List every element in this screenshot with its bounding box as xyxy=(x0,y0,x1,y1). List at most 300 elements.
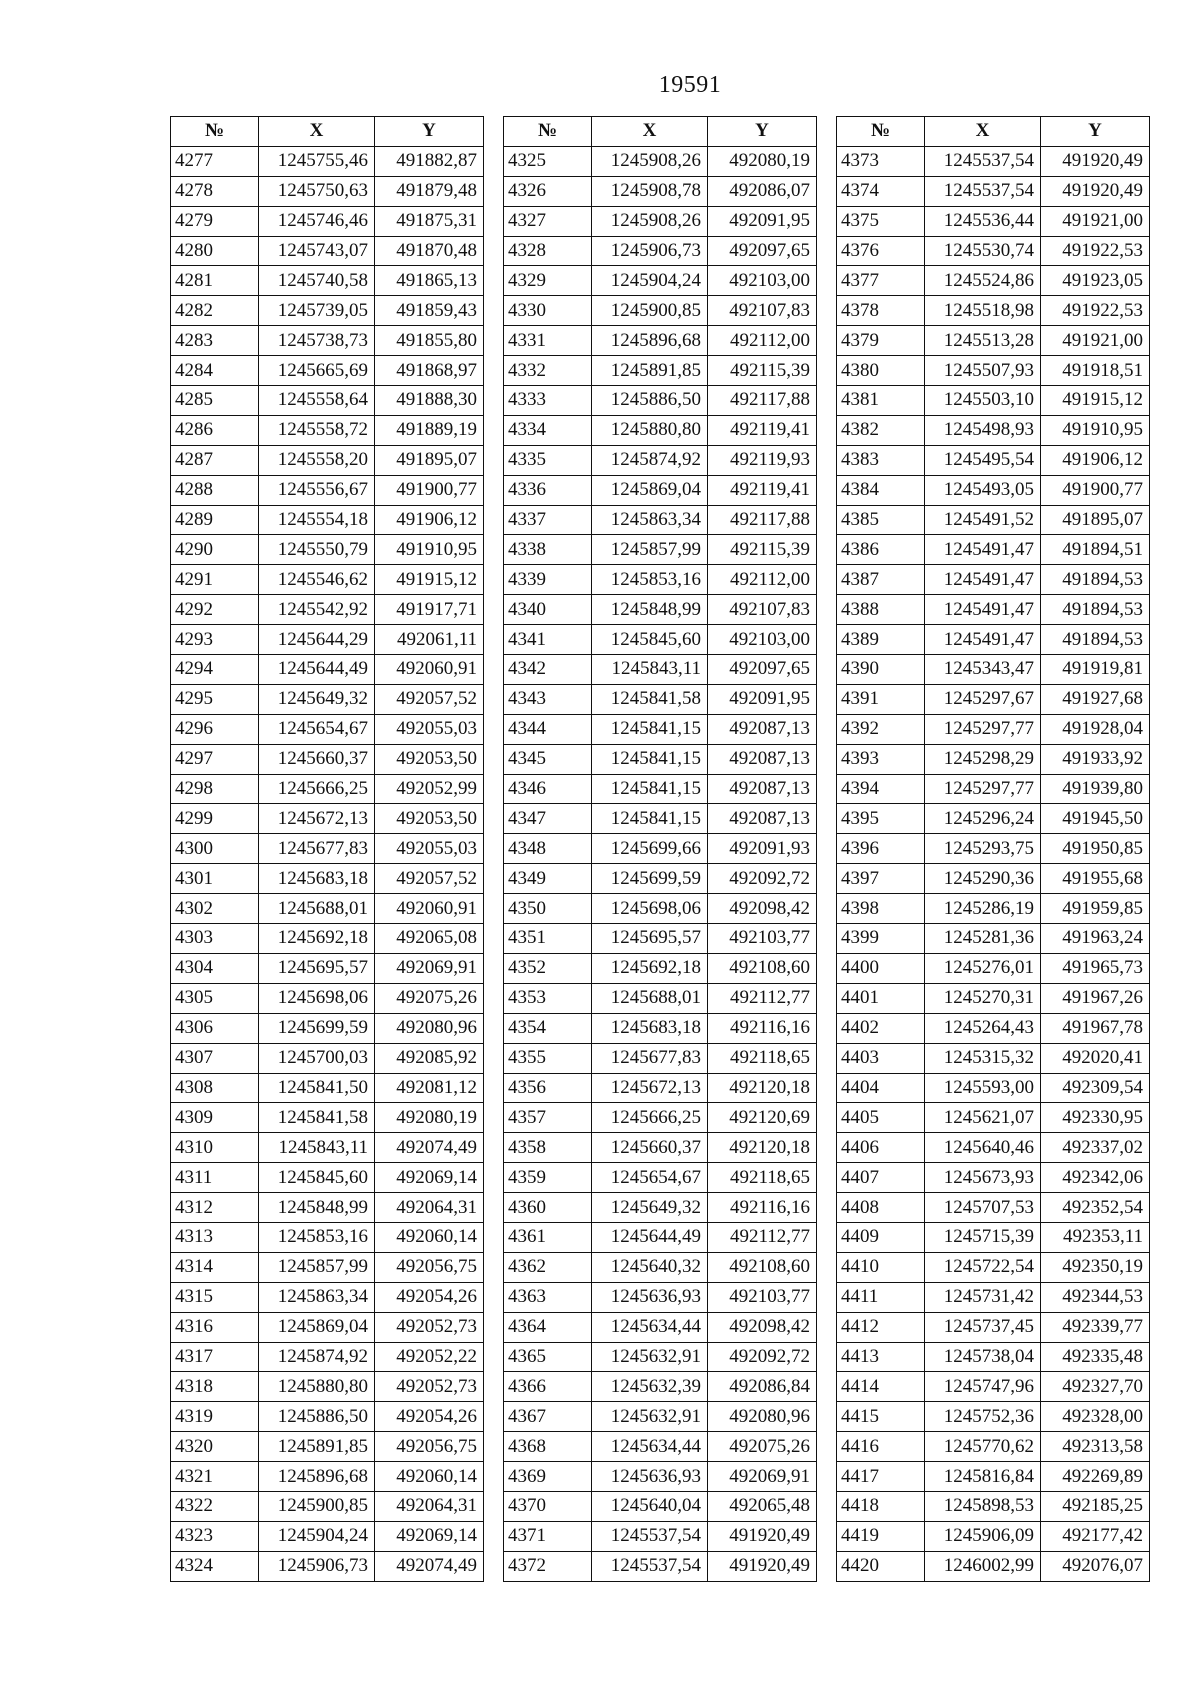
x-coordinate-cell: 1245853,16 xyxy=(592,565,708,595)
x-coordinate-cell: 1245281,36 xyxy=(925,924,1041,954)
x-coordinate-cell: 1245722,54 xyxy=(925,1252,1041,1282)
point-number-cell: 4341 xyxy=(504,625,592,655)
y-coordinate-cell: 492091,95 xyxy=(708,684,817,714)
x-coordinate-cell: 1245698,06 xyxy=(592,894,708,924)
y-coordinate-cell: 492118,65 xyxy=(708,1043,817,1073)
table-row xyxy=(504,386,817,416)
table-row xyxy=(504,1551,817,1581)
x-coordinate-cell: 1245906,73 xyxy=(259,1551,375,1581)
table-row xyxy=(171,1372,484,1402)
x-coordinate-cell: 1245495,54 xyxy=(925,445,1041,475)
y-coordinate-cell: 492116,16 xyxy=(708,1013,817,1043)
point-number-cell: 4289 xyxy=(171,505,259,535)
point-number-cell: 4414 xyxy=(837,1372,925,1402)
column-header-x: X xyxy=(925,117,1041,147)
point-number-cell: 4402 xyxy=(837,1013,925,1043)
point-number-cell: 4277 xyxy=(171,146,259,176)
y-coordinate-cell: 492185,25 xyxy=(1041,1491,1150,1521)
x-coordinate-cell: 1245738,73 xyxy=(259,326,375,356)
table-row xyxy=(504,983,817,1013)
table-row xyxy=(171,1342,484,1372)
point-number-cell: 4284 xyxy=(171,356,259,386)
table-row xyxy=(837,684,1150,714)
point-number-cell: 4415 xyxy=(837,1402,925,1432)
y-coordinate-cell: 491906,12 xyxy=(1041,445,1150,475)
table-row xyxy=(171,1193,484,1223)
y-coordinate-cell: 491859,43 xyxy=(375,296,484,326)
x-coordinate-cell: 1245636,93 xyxy=(592,1282,708,1312)
y-coordinate-cell: 491889,19 xyxy=(375,415,484,445)
point-number-cell: 4313 xyxy=(171,1222,259,1252)
y-coordinate-cell: 491922,53 xyxy=(1041,296,1150,326)
table-row xyxy=(504,1252,817,1282)
table-row xyxy=(837,834,1150,864)
x-coordinate-cell: 1245558,64 xyxy=(259,386,375,416)
table-row xyxy=(837,236,1150,266)
y-coordinate-cell: 491894,51 xyxy=(1041,535,1150,565)
table-row xyxy=(171,1521,484,1551)
point-number-cell: 4393 xyxy=(837,744,925,774)
point-number-cell: 4368 xyxy=(504,1432,592,1462)
y-coordinate-cell: 491895,07 xyxy=(1041,505,1150,535)
point-number-cell: 4413 xyxy=(837,1342,925,1372)
y-coordinate-cell: 492065,48 xyxy=(708,1491,817,1521)
point-number-cell: 4300 xyxy=(171,834,259,864)
y-coordinate-cell: 491894,53 xyxy=(1041,565,1150,595)
x-coordinate-cell: 1245746,46 xyxy=(259,206,375,236)
x-coordinate-cell: 1245297,67 xyxy=(925,684,1041,714)
y-coordinate-cell: 491894,53 xyxy=(1041,595,1150,625)
table-row xyxy=(504,1193,817,1223)
x-coordinate-cell: 1245841,58 xyxy=(259,1103,375,1133)
point-number-cell: 4331 xyxy=(504,326,592,356)
point-number-cell: 4280 xyxy=(171,236,259,266)
point-number-cell: 4388 xyxy=(837,595,925,625)
x-coordinate-cell: 1245843,11 xyxy=(259,1133,375,1163)
point-number-cell: 4397 xyxy=(837,864,925,894)
table-row xyxy=(171,864,484,894)
y-coordinate-cell: 491921,00 xyxy=(1041,206,1150,236)
point-number-cell: 4294 xyxy=(171,655,259,685)
y-coordinate-cell: 492087,13 xyxy=(708,714,817,744)
y-coordinate-cell: 492337,02 xyxy=(1041,1133,1150,1163)
y-coordinate-cell: 491920,49 xyxy=(1041,176,1150,206)
x-coordinate-cell: 1245666,25 xyxy=(259,774,375,804)
x-coordinate-cell: 1245524,86 xyxy=(925,266,1041,296)
table-row xyxy=(171,505,484,535)
table-row xyxy=(171,535,484,565)
table-row xyxy=(171,744,484,774)
y-coordinate-cell: 491917,71 xyxy=(375,595,484,625)
y-coordinate-cell: 491879,48 xyxy=(375,176,484,206)
table-row xyxy=(171,894,484,924)
table-row xyxy=(504,714,817,744)
y-coordinate-cell: 492060,91 xyxy=(375,655,484,685)
x-coordinate-cell: 1245886,50 xyxy=(259,1402,375,1432)
x-coordinate-cell: 1245491,47 xyxy=(925,625,1041,655)
point-number-cell: 4404 xyxy=(837,1073,925,1103)
y-coordinate-cell: 491895,07 xyxy=(375,445,484,475)
x-coordinate-cell: 1245692,18 xyxy=(592,953,708,983)
point-number-cell: 4285 xyxy=(171,386,259,416)
x-coordinate-cell: 1245491,47 xyxy=(925,595,1041,625)
y-coordinate-cell: 491945,50 xyxy=(1041,804,1150,834)
point-number-cell: 4364 xyxy=(504,1312,592,1342)
table-row xyxy=(171,1133,484,1163)
x-coordinate-cell: 1245906,73 xyxy=(592,236,708,266)
y-coordinate-cell: 492080,96 xyxy=(708,1402,817,1432)
table-row xyxy=(504,1282,817,1312)
table-row xyxy=(171,1551,484,1581)
table-row xyxy=(504,356,817,386)
x-coordinate-cell: 1245644,29 xyxy=(259,625,375,655)
x-coordinate-cell: 1245546,62 xyxy=(259,565,375,595)
y-coordinate-cell: 491922,53 xyxy=(1041,236,1150,266)
point-number-cell: 4329 xyxy=(504,266,592,296)
y-coordinate-cell: 492120,18 xyxy=(708,1073,817,1103)
y-coordinate-cell: 492060,91 xyxy=(375,894,484,924)
y-coordinate-cell: 492061,11 xyxy=(375,625,484,655)
table-row xyxy=(171,176,484,206)
point-number-cell: 4351 xyxy=(504,924,592,954)
y-coordinate-cell: 492103,77 xyxy=(708,924,817,954)
x-coordinate-cell: 1245755,46 xyxy=(259,146,375,176)
y-coordinate-cell: 491928,04 xyxy=(1041,714,1150,744)
y-coordinate-cell: 492118,65 xyxy=(708,1163,817,1193)
table-row xyxy=(171,1013,484,1043)
x-coordinate-cell: 1245700,03 xyxy=(259,1043,375,1073)
x-coordinate-cell: 1245537,54 xyxy=(592,1521,708,1551)
x-coordinate-cell: 1245908,78 xyxy=(592,176,708,206)
table-row xyxy=(837,1222,1150,1252)
table-row xyxy=(504,894,817,924)
point-number-cell: 4286 xyxy=(171,415,259,445)
x-coordinate-cell: 1245270,31 xyxy=(925,983,1041,1013)
x-coordinate-cell: 1245843,11 xyxy=(592,655,708,685)
x-coordinate-cell: 1245874,92 xyxy=(259,1342,375,1372)
page-number: 19591 xyxy=(658,72,722,98)
x-coordinate-cell: 1245904,24 xyxy=(592,266,708,296)
y-coordinate-cell: 492353,11 xyxy=(1041,1222,1150,1252)
table-row xyxy=(837,206,1150,236)
point-number-cell: 4330 xyxy=(504,296,592,326)
table-row xyxy=(171,983,484,1013)
point-number-cell: 4370 xyxy=(504,1491,592,1521)
x-coordinate-cell: 1245739,05 xyxy=(259,296,375,326)
point-number-cell: 4374 xyxy=(837,176,925,206)
table-row xyxy=(171,475,484,505)
y-coordinate-cell: 492056,75 xyxy=(375,1252,484,1282)
point-number-cell: 4361 xyxy=(504,1222,592,1252)
column-header-number: № xyxy=(837,117,925,147)
point-number-cell: 4296 xyxy=(171,714,259,744)
column-header-x: X xyxy=(259,117,375,147)
point-number-cell: 4312 xyxy=(171,1193,259,1223)
y-coordinate-cell: 491910,95 xyxy=(375,535,484,565)
x-coordinate-cell: 1245816,84 xyxy=(925,1462,1041,1492)
y-coordinate-cell: 491906,12 xyxy=(375,505,484,535)
y-coordinate-cell: 492339,77 xyxy=(1041,1312,1150,1342)
y-coordinate-cell: 491965,73 xyxy=(1041,953,1150,983)
table-header-row xyxy=(837,117,1150,147)
x-coordinate-cell: 1245660,37 xyxy=(259,744,375,774)
point-number-cell: 4340 xyxy=(504,595,592,625)
table-row xyxy=(837,894,1150,924)
x-coordinate-cell: 1245900,85 xyxy=(259,1491,375,1521)
y-coordinate-cell: 492080,19 xyxy=(708,146,817,176)
x-coordinate-cell: 1245688,01 xyxy=(592,983,708,1013)
x-coordinate-cell: 1245848,99 xyxy=(259,1193,375,1223)
x-coordinate-cell: 1245640,46 xyxy=(925,1133,1041,1163)
x-coordinate-cell: 1245537,54 xyxy=(592,1551,708,1581)
point-number-cell: 4363 xyxy=(504,1282,592,1312)
table-row xyxy=(504,1432,817,1462)
table-row xyxy=(837,1103,1150,1133)
y-coordinate-cell: 492103,00 xyxy=(708,266,817,296)
x-coordinate-cell: 1245554,18 xyxy=(259,505,375,535)
x-coordinate-cell: 1245869,04 xyxy=(592,475,708,505)
table-row xyxy=(171,1432,484,1462)
point-number-cell: 4403 xyxy=(837,1043,925,1073)
y-coordinate-cell: 492112,00 xyxy=(708,565,817,595)
table-row xyxy=(837,1043,1150,1073)
x-coordinate-cell: 1245857,99 xyxy=(592,535,708,565)
table-row xyxy=(171,386,484,416)
table-row xyxy=(171,714,484,744)
y-coordinate-cell: 492075,26 xyxy=(708,1432,817,1462)
x-coordinate-cell: 1245632,91 xyxy=(592,1402,708,1432)
x-coordinate-cell: 1245536,44 xyxy=(925,206,1041,236)
x-coordinate-cell: 1245743,07 xyxy=(259,236,375,266)
point-number-cell: 4418 xyxy=(837,1491,925,1521)
y-coordinate-cell: 492069,91 xyxy=(708,1462,817,1492)
y-coordinate-cell: 492064,31 xyxy=(375,1491,484,1521)
point-number-cell: 4373 xyxy=(837,146,925,176)
table-row xyxy=(504,236,817,266)
x-coordinate-cell: 1245293,75 xyxy=(925,834,1041,864)
y-coordinate-cell: 492057,52 xyxy=(375,864,484,894)
point-number-cell: 4345 xyxy=(504,744,592,774)
x-coordinate-cell: 1245665,69 xyxy=(259,356,375,386)
y-coordinate-cell: 491939,80 xyxy=(1041,774,1150,804)
y-coordinate-cell: 491888,30 xyxy=(375,386,484,416)
point-number-cell: 4401 xyxy=(837,983,925,1013)
y-coordinate-cell: 491882,87 xyxy=(375,146,484,176)
column-header-number: № xyxy=(504,117,592,147)
table-row xyxy=(504,625,817,655)
point-number-cell: 4406 xyxy=(837,1133,925,1163)
y-coordinate-cell: 492327,70 xyxy=(1041,1372,1150,1402)
x-coordinate-cell: 1245688,01 xyxy=(259,894,375,924)
point-number-cell: 4365 xyxy=(504,1342,592,1372)
table-row xyxy=(171,236,484,266)
point-number-cell: 4334 xyxy=(504,415,592,445)
y-coordinate-cell: 492097,65 xyxy=(708,236,817,266)
table-row xyxy=(837,625,1150,655)
table-row xyxy=(504,505,817,535)
x-coordinate-cell: 1245654,67 xyxy=(259,714,375,744)
table-row xyxy=(504,146,817,176)
x-coordinate-cell: 1245695,57 xyxy=(259,953,375,983)
point-number-cell: 4293 xyxy=(171,625,259,655)
table-row xyxy=(504,415,817,445)
y-coordinate-cell: 492352,54 xyxy=(1041,1193,1150,1223)
x-coordinate-cell: 1245298,29 xyxy=(925,744,1041,774)
point-number-cell: 4298 xyxy=(171,774,259,804)
point-number-cell: 4314 xyxy=(171,1252,259,1282)
point-number-cell: 4288 xyxy=(171,475,259,505)
table-row xyxy=(504,684,817,714)
table-row xyxy=(837,804,1150,834)
table-row xyxy=(171,1103,484,1133)
table-row xyxy=(504,445,817,475)
y-coordinate-cell: 492269,89 xyxy=(1041,1462,1150,1492)
table-row xyxy=(504,774,817,804)
y-coordinate-cell: 492069,14 xyxy=(375,1521,484,1551)
x-coordinate-cell: 1245841,58 xyxy=(592,684,708,714)
x-coordinate-cell: 1245908,26 xyxy=(592,206,708,236)
x-coordinate-cell: 1245636,93 xyxy=(592,1462,708,1492)
y-coordinate-cell: 492060,14 xyxy=(375,1222,484,1252)
x-coordinate-cell: 1245634,44 xyxy=(592,1312,708,1342)
y-coordinate-cell: 492115,39 xyxy=(708,356,817,386)
x-coordinate-cell: 1245841,15 xyxy=(592,774,708,804)
y-coordinate-cell: 492108,60 xyxy=(708,1252,817,1282)
point-number-cell: 4352 xyxy=(504,953,592,983)
x-coordinate-cell: 1245537,54 xyxy=(925,176,1041,206)
y-coordinate-cell: 492115,39 xyxy=(708,535,817,565)
y-coordinate-cell: 492069,14 xyxy=(375,1163,484,1193)
point-number-cell: 4383 xyxy=(837,445,925,475)
x-coordinate-cell: 1245297,77 xyxy=(925,774,1041,804)
table-row xyxy=(504,176,817,206)
table-row xyxy=(504,1372,817,1402)
x-coordinate-cell: 1245640,32 xyxy=(592,1252,708,1282)
point-number-cell: 4302 xyxy=(171,894,259,924)
point-number-cell: 4400 xyxy=(837,953,925,983)
table-row xyxy=(504,206,817,236)
x-coordinate-cell: 1245491,52 xyxy=(925,505,1041,535)
point-number-cell: 4375 xyxy=(837,206,925,236)
point-number-cell: 4356 xyxy=(504,1073,592,1103)
y-coordinate-cell: 492103,77 xyxy=(708,1282,817,1312)
point-number-cell: 4322 xyxy=(171,1491,259,1521)
table-row xyxy=(171,356,484,386)
table-row xyxy=(171,804,484,834)
point-number-cell: 4305 xyxy=(171,983,259,1013)
x-coordinate-cell: 1245503,10 xyxy=(925,386,1041,416)
x-coordinate-cell: 1245747,96 xyxy=(925,1372,1041,1402)
x-coordinate-cell: 1245649,32 xyxy=(592,1193,708,1223)
table-row xyxy=(504,1222,817,1252)
table-row xyxy=(171,953,484,983)
point-number-cell: 4301 xyxy=(171,864,259,894)
point-number-cell: 4317 xyxy=(171,1342,259,1372)
table-row xyxy=(171,1073,484,1103)
y-coordinate-cell: 491967,78 xyxy=(1041,1013,1150,1043)
table-row xyxy=(171,924,484,954)
y-coordinate-cell: 492052,99 xyxy=(375,774,484,804)
table-row xyxy=(171,655,484,685)
table-row xyxy=(504,1043,817,1073)
y-coordinate-cell: 492086,07 xyxy=(708,176,817,206)
point-number-cell: 4311 xyxy=(171,1163,259,1193)
y-coordinate-cell: 492057,52 xyxy=(375,684,484,714)
point-number-cell: 4385 xyxy=(837,505,925,535)
y-coordinate-cell: 492054,26 xyxy=(375,1402,484,1432)
point-number-cell: 4360 xyxy=(504,1193,592,1223)
x-coordinate-cell: 1245530,74 xyxy=(925,236,1041,266)
point-number-cell: 4332 xyxy=(504,356,592,386)
table-row xyxy=(504,1402,817,1432)
table-row xyxy=(837,1491,1150,1521)
point-number-cell: 4386 xyxy=(837,535,925,565)
y-coordinate-cell: 491870,48 xyxy=(375,236,484,266)
point-number-cell: 4346 xyxy=(504,774,592,804)
x-coordinate-cell: 1245715,39 xyxy=(925,1222,1041,1252)
point-number-cell: 4367 xyxy=(504,1402,592,1432)
x-coordinate-cell: 1245296,24 xyxy=(925,804,1041,834)
y-coordinate-cell: 492076,07 xyxy=(1041,1551,1150,1581)
y-coordinate-cell: 492065,08 xyxy=(375,924,484,954)
x-coordinate-cell: 1245857,99 xyxy=(259,1252,375,1282)
point-number-cell: 4407 xyxy=(837,1163,925,1193)
table-row xyxy=(504,1013,817,1043)
table-row xyxy=(504,1103,817,1133)
x-coordinate-cell: 1245672,13 xyxy=(592,1073,708,1103)
table-row xyxy=(171,1163,484,1193)
point-number-cell: 4382 xyxy=(837,415,925,445)
table-row xyxy=(837,953,1150,983)
y-coordinate-cell: 492313,58 xyxy=(1041,1432,1150,1462)
table-row xyxy=(504,1462,817,1492)
x-coordinate-cell: 1245896,68 xyxy=(259,1462,375,1492)
y-coordinate-cell: 491915,12 xyxy=(1041,386,1150,416)
x-coordinate-cell: 1245542,92 xyxy=(259,595,375,625)
y-coordinate-cell: 491933,92 xyxy=(1041,744,1150,774)
coordinates-table-3 xyxy=(836,116,1150,1582)
table-row xyxy=(171,684,484,714)
point-number-cell: 4420 xyxy=(837,1551,925,1581)
table-row xyxy=(171,565,484,595)
y-coordinate-cell: 492055,03 xyxy=(375,834,484,864)
point-number-cell: 4378 xyxy=(837,296,925,326)
y-coordinate-cell: 492119,41 xyxy=(708,475,817,505)
point-number-cell: 4310 xyxy=(171,1133,259,1163)
x-coordinate-cell: 1245874,92 xyxy=(592,445,708,475)
table-row xyxy=(504,595,817,625)
x-coordinate-cell: 1245634,44 xyxy=(592,1432,708,1462)
point-number-cell: 4299 xyxy=(171,804,259,834)
table-row xyxy=(504,1133,817,1163)
point-number-cell: 4348 xyxy=(504,834,592,864)
table-row xyxy=(837,1462,1150,1492)
y-coordinate-cell: 492112,77 xyxy=(708,1222,817,1252)
point-number-cell: 4376 xyxy=(837,236,925,266)
table-row xyxy=(504,1073,817,1103)
y-coordinate-cell: 492060,14 xyxy=(375,1462,484,1492)
x-coordinate-cell: 1245491,47 xyxy=(925,565,1041,595)
table-row xyxy=(504,655,817,685)
x-coordinate-cell: 1245498,93 xyxy=(925,415,1041,445)
y-coordinate-cell: 492087,13 xyxy=(708,744,817,774)
point-number-cell: 4283 xyxy=(171,326,259,356)
y-coordinate-cell: 492119,41 xyxy=(708,415,817,445)
x-coordinate-cell: 1245731,42 xyxy=(925,1282,1041,1312)
table-row xyxy=(504,326,817,356)
point-number-cell: 4384 xyxy=(837,475,925,505)
x-coordinate-cell: 1245672,13 xyxy=(259,804,375,834)
